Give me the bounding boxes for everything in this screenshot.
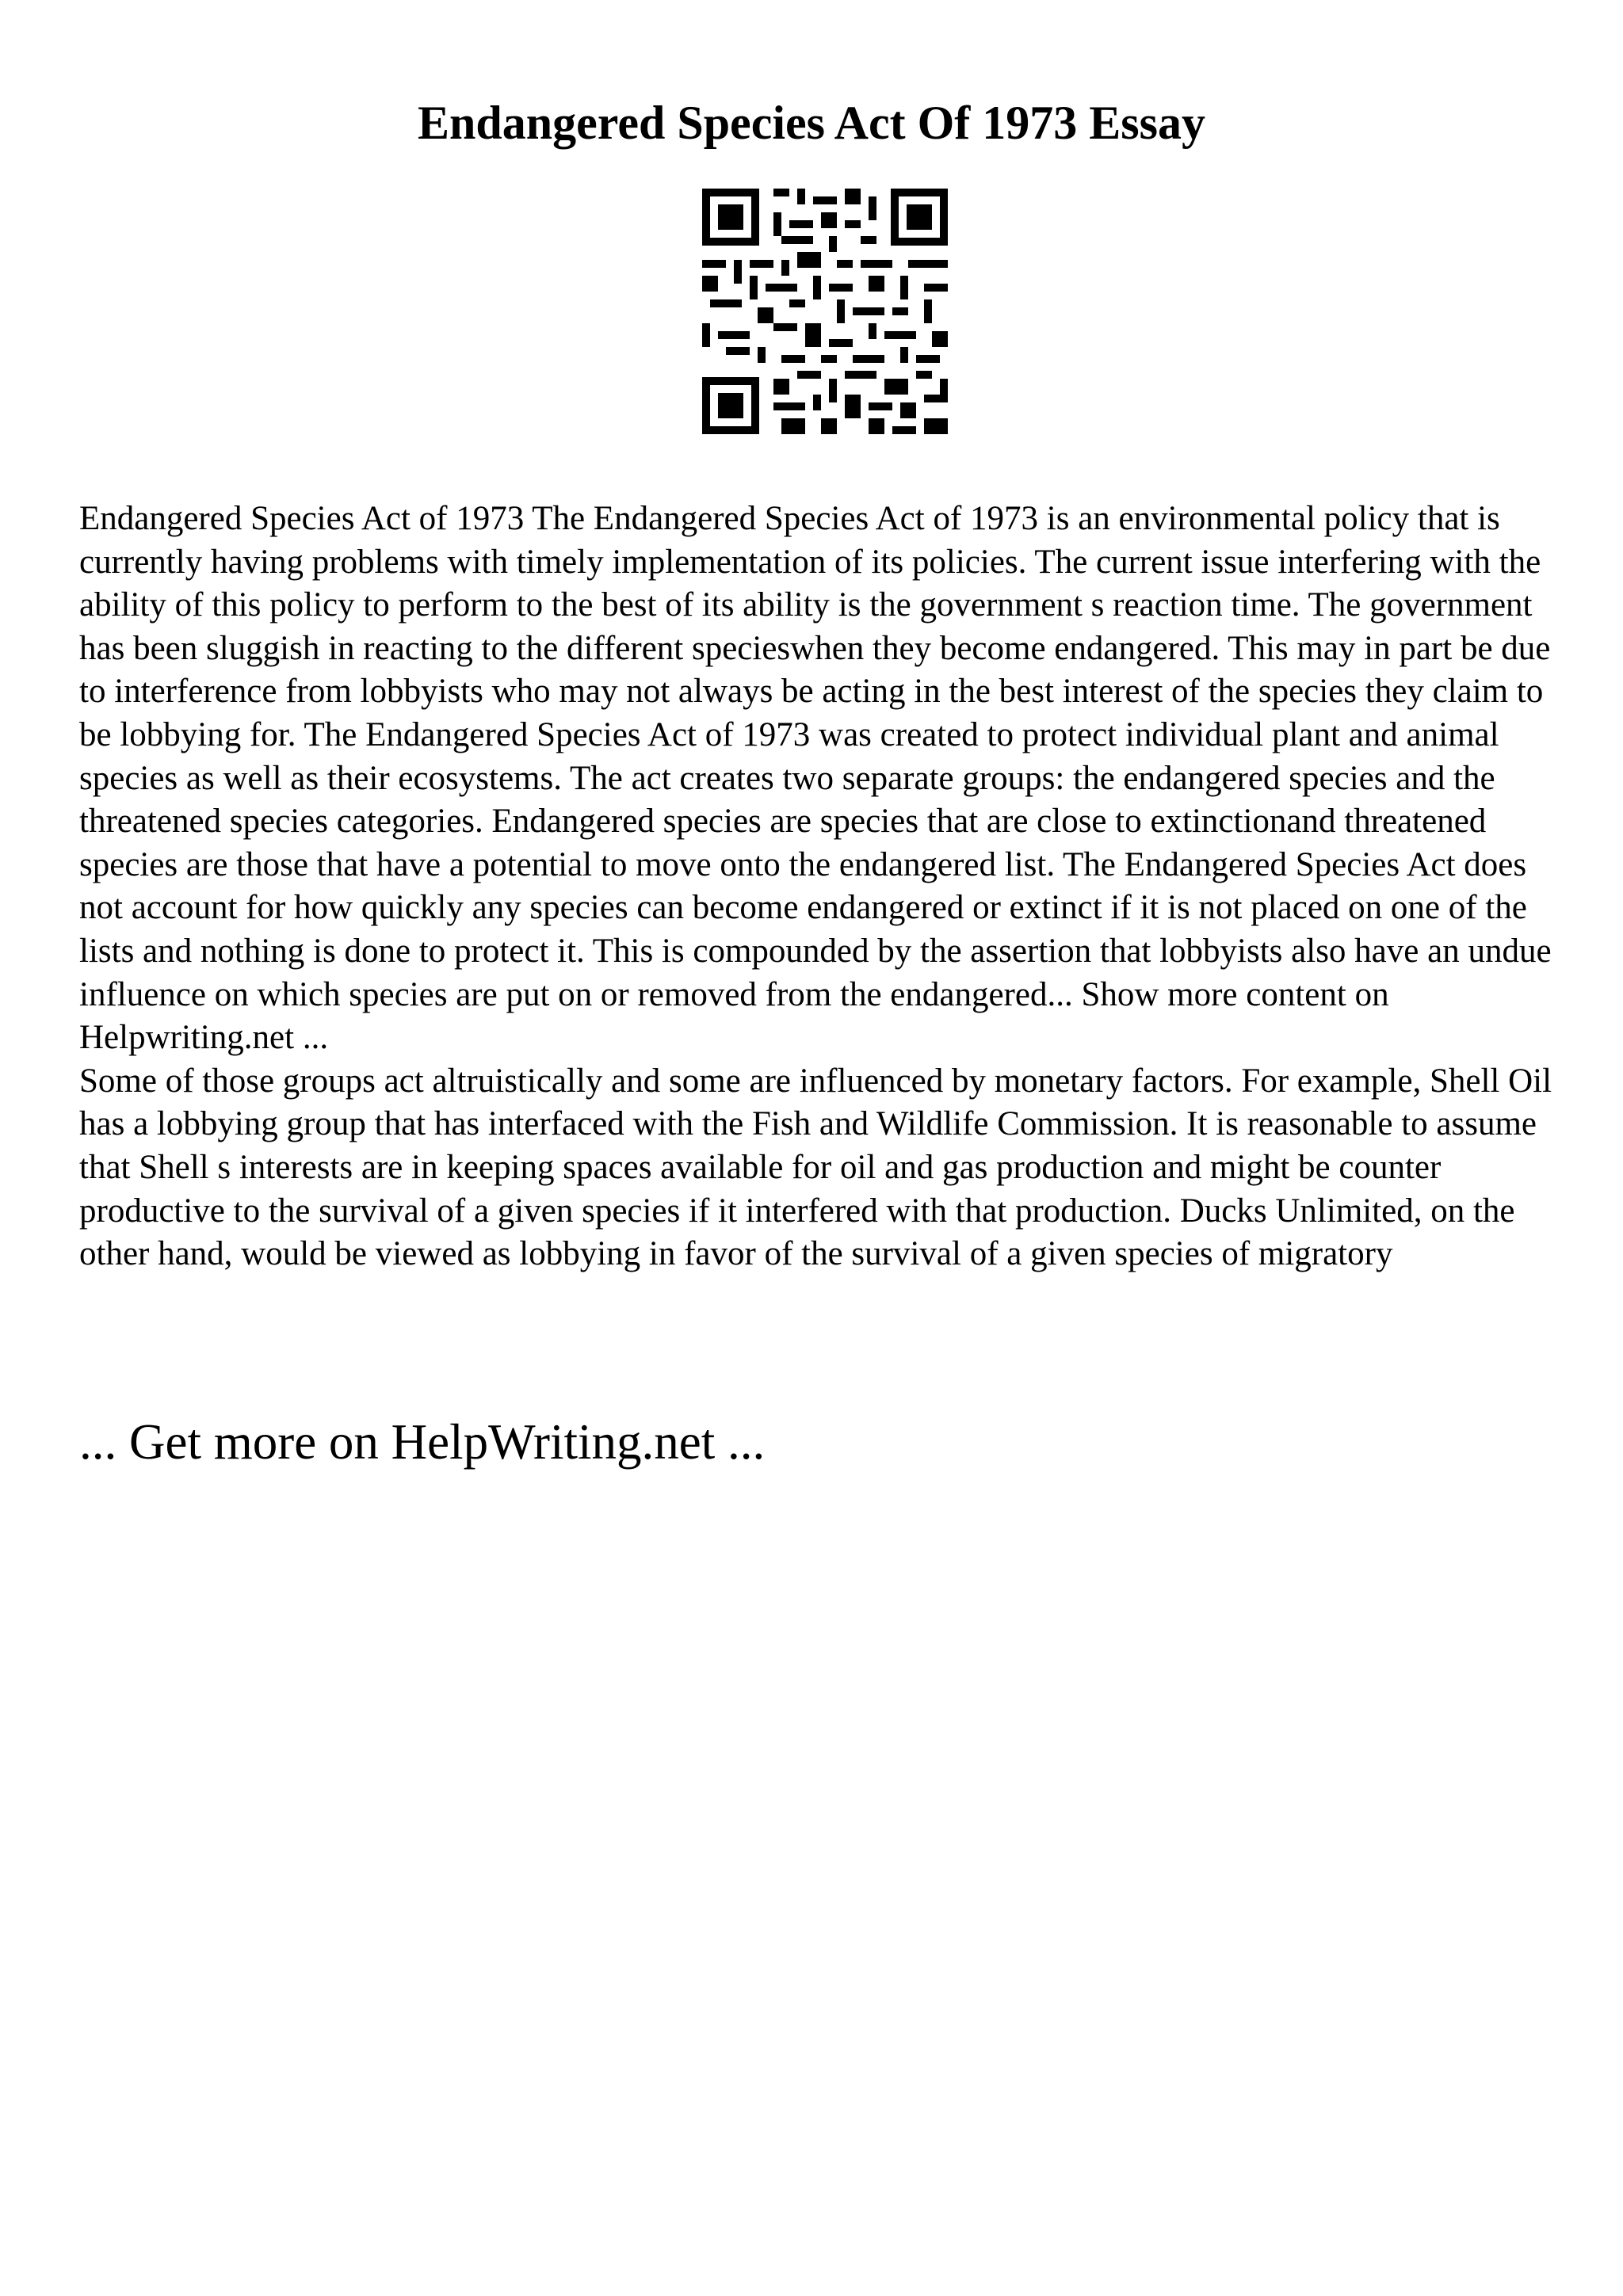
qr-code-icon: [702, 189, 948, 434]
essay-paragraph-2: Some of those groups act altruistically and some are influenced by monetary factors. For example, Shell Oil has a lobbying group that has interfaced with the Fish and Wildlife Commission. It is reasonable to assume that Shell s interests are in keeping spaces available for oil and gas production and might be counter productive to the survival of a given species if it interfered with that production. Ducks Unlimited, on the other hand, would be viewed as lobbying in favor of the survival of a given species of migratory: [79, 1062, 1552, 1273]
essay-paragraph-1: Endangered Species Act of 1973 The Endangered Species Act of 1973 is an environmental policy that is currently having problems with timely implementation of its policies. The current issue interfering with the ability of this policy to perform to the best of its ability is the government s reaction time. The government has been sluggish in reacting to the different specieswhen they become endangered. This may in part be due to interference from lobbyists who may not always be acting in the best interest of the species they claim to be lobbying for. The Endangered Species Act of 1973 was created to protect individual plant and animal species as well as their ecosystems. The act creates two separate groups: the endangered species and the threatened species categories. Endangered species are species that are close to extinctionand threatened species are those that have a potential to move onto the endangered list. The Endangered Species Act does not account for how quickly any species can become endangered or extinct if it is not placed on one of the lists and nothing is done to protect it. This is compounded by the assertion that lobbyists also have an undue influence on which species are put on or removed from the endangered... Show more content on Helpwriting.net ...: [79, 500, 1552, 1057]
get-more-link[interactable]: ... Get more on HelpWriting.net ...: [79, 1414, 766, 1470]
essay-body: [79, 498, 1577, 1276]
page-title: Endangered Species Act Of 1973 Essay: [418, 97, 1205, 149]
